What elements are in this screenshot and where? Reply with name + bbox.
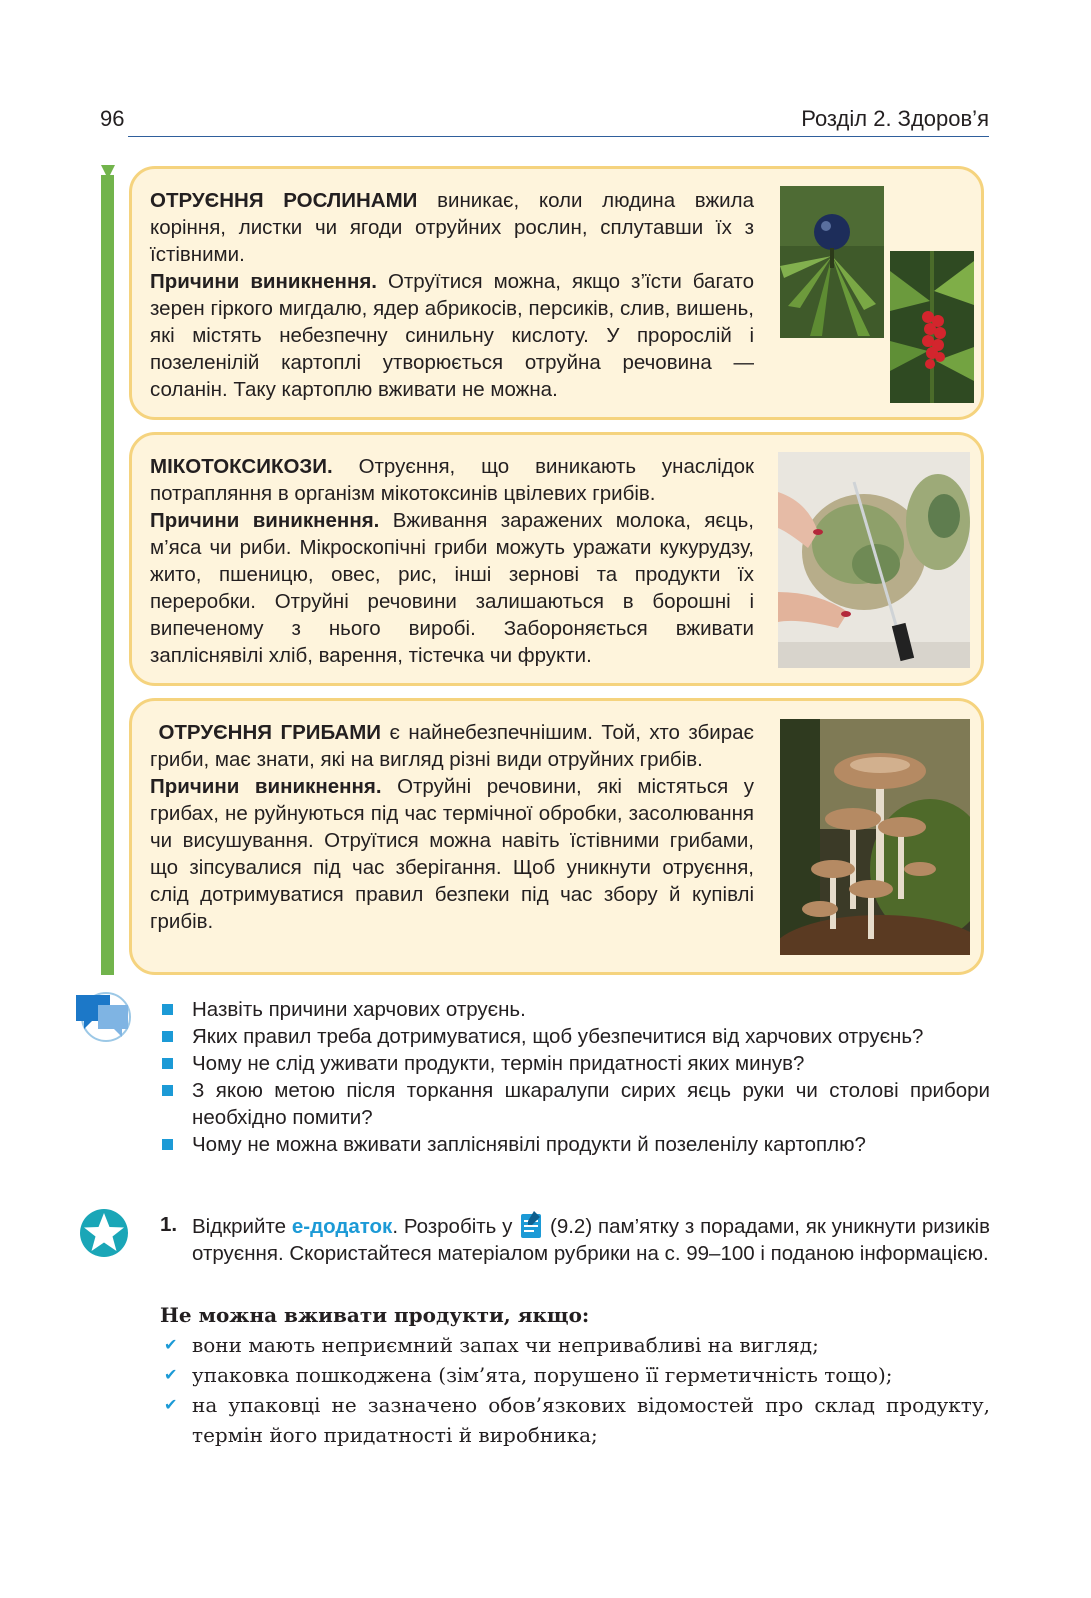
rule-item [160,1390,990,1450]
red-berries-photo [890,251,974,403]
causes-text: Вживання заражених молока, яєць, м’яса чи риби. Мікроскопічні гриби можуть уражати кукурудзу, жито, пшеницю, овес, рис, інші зернові та продукти їх переробки. Отруйні речовини залишаються в борошні і випеченому з нього виробі. Забороняється вживати запліснявілі хліб, варення, тістечка чи фрукти. [150,509,754,667]
question-item: З якою метою після торкання шкаралупи сирих яєць руки чи столові прибори необхідно помити? [160,1077,990,1131]
question-item: Яких правил треба дотримуватися, щоб убезпечитися від харчових отруєнь? [160,1023,990,1050]
panel-plant-poisoning [129,166,984,420]
rule-item [160,1360,990,1390]
panel-text [150,187,754,403]
task-number: 1. [160,1213,178,1236]
rules-heading: Не можна вживати продукти, якщо: [160,1303,590,1327]
star-icon [78,1207,130,1259]
panel-title: ОТРУЄННЯ РОСЛИНАМИ [150,189,418,212]
task-text-before: Відкрийте [192,1215,292,1238]
panel-title: МІКОТОКСИКОЗИ. [150,455,333,478]
side-marker-bar [101,175,114,975]
task-text-after: (9.2) пам’ятку з порадами, як уникнути ризиків отруєння. Скористайтеся матеріалом рубрики на с. 99–100 і поданою інформацією. [192,1215,991,1265]
header-rule [128,136,989,137]
check-icon: ✔ [164,1395,178,1414]
page-number: 96 [100,106,125,131]
question-item: Назвіть причини харчових отруєнь. [160,996,990,1023]
questions-list [160,996,990,1158]
panel-intro: є найнебезпечнішим. Той, хто збирає гриби, має знати, які на вигляд різні види отруйних грибів. [150,721,754,771]
rules-block [160,1300,990,1450]
question-item: Чому не можна вживати запліснявілі продукти й позеленілу картоплю? [160,1131,990,1158]
chat-bubbles-icon [74,991,132,1043]
panel-text [150,719,754,935]
panel-title: ОТРУЄННЯ ГРИБАМИ [158,721,382,744]
task-block [160,1211,990,1267]
panel-mushroom-poisoning [129,698,984,975]
panel-text [150,453,754,669]
rule-text: на упаковці не зазначено обов’язкових відомостей про склад продукту, термін його придатності й виробника; [192,1393,990,1447]
rule-item [160,1330,990,1360]
causes-label: Причини виникнення. [150,509,380,532]
notebook-icon [520,1211,542,1239]
rule-text: упаковка пошкоджена (зім’ята, порушено її герметичність тощо); [192,1363,893,1387]
causes-text: Отруйні речовини, які містяться у грибах, не руйнуються під час термічної обробки, засолювання чи висушування. Отруїтися можна навіть їстівними грибами, що зіпсувалися під час зберігання. Щоб уникнути отруєння, слід дотримуватися правил безпеки під час збору й купівлі грибів. [150,775,754,933]
panel-mycotoxicosis [129,432,984,686]
moldy-bread-photo [778,452,970,668]
causes-label: Причини виникнення. [150,775,382,798]
e-supplement-link[interactable]: е-додаток [291,1215,393,1238]
mushrooms-photo [780,719,970,955]
section-title: Розділ 2. Здоров’я [801,106,989,131]
panel-intro: виникає, коли людина вжила коріння, листки чи ягоди отруйних рослин, сплутавши їх з їстівними. [150,189,754,266]
task-text-middle: . Розробіть у [392,1215,519,1238]
question-item: Чому не слід уживати продукти, термін придатності яких минув? [160,1050,990,1077]
rule-text: вони мають неприємний запах чи непривабливі на вигляд; [192,1333,819,1357]
panel-intro: Отруєння, що виникають унаслідок потрапляння в організм мікотоксинів цвілевих грибів. [150,455,754,505]
berry-photo [780,186,884,338]
causes-text: Отруїтися можна, якщо з’їсти багато зерен гіркого мигдалю, ядер абрикосів, персиків, слив, вишень, які містять небезпечну синильну кислоту. У пророслій і позеленілій картоплі утворюється отруйна речовина — соланін. Таку картоплю вживати не можна. [150,270,754,401]
check-icon: ✔ [164,1365,178,1384]
check-icon: ✔ [164,1335,178,1354]
causes-label: Причини виникнення. [150,270,377,293]
